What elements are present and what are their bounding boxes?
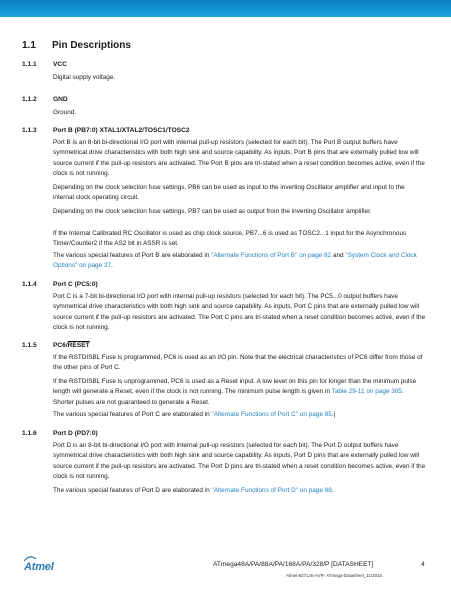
- subsection-number: 1.1.2: [22, 96, 37, 103]
- paragraph: Ground.: [53, 109, 77, 116]
- subsection-title: GND: [53, 96, 68, 103]
- subsection-number: 1.1.5: [22, 342, 37, 349]
- paragraph: Port C is a 7-bit bi-directional I/O port with internal pull-up resistors (selected for each bit). The PC5...0 output buffers have symmetrical drive characteristics with both high sink and source capability. As inputs, Port C pins that are externally pulled low will source current if the pull-up resistors are activated. The Port C pins are tri-stated when a reset condition becomes active, even if the clock is not running.: [53, 293, 426, 331]
- paragraph-text: .: [331, 487, 334, 494]
- subsection-title: Port C (PC5:0): [53, 281, 98, 288]
- link-alternate-functions-port-d[interactable]: "Alternate Functions of Port D" on page 88: [211, 487, 332, 494]
- subsection-title: Port D (PD7:0): [53, 430, 98, 437]
- paragraph: If the Internal Calibrated RC Oscillator is used as chip clock source, PB7...6 is used as TOSC2...1 input for the Asynchronous Timer/Counter2 if the AS2 bit in ASSR is set.: [53, 230, 407, 248]
- subsection-number: 1.1.4: [22, 281, 37, 288]
- paragraph: If the RSTDISBL Fuse is programmed, PC6 is used as an I/O pin. Note that the electrical characteristics of PC6 differ from those of the other pins of Port C.: [53, 354, 423, 372]
- paragraph: Port D is an 8-bit bi-directional I/O port with internal pull-up resistors (selected for each bit). The Port D output buffers have symmetrical drive characteristics with both high sink and source capability. As inputs, Port D pins that are externally pulled low will source current if the pull-up resistors are activated. The Port D pins are tri-stated when a reset condition becomes active, even if the clock is not running.: [53, 442, 426, 480]
- paragraph-text: The various special features of Port D are elaborated in: [53, 487, 212, 494]
- paragraph-text: and: [331, 252, 346, 259]
- paragraph: Digital supply voltage.: [53, 74, 116, 81]
- link-alternate-functions-port-c[interactable]: "Alternate Functions of Port C" on page 85: [211, 411, 332, 418]
- subsection-heading-vcc: [22, 61, 67, 68]
- subsection-heading-port-b: [22, 127, 190, 134]
- subsection-title: PC6/: [53, 342, 68, 349]
- subsection-number: 1.1.6: [22, 430, 37, 437]
- paragraph-text: .|: [331, 411, 336, 418]
- paragraph-text: The various special features of Port B are elaborated in: [53, 252, 212, 259]
- footer-page-number: 4: [421, 561, 425, 568]
- paragraph-text: .: [111, 262, 113, 270]
- link-table-29-11[interactable]: Table 29-11 on page 305: [331, 388, 402, 396]
- paragraph: Depending on the clock selection fuse settings, PB6 can be used as input to the inverting Oscillator amplifier and input to the internal clock operating circuit.: [53, 184, 405, 202]
- subsection-number: 1.1.1: [22, 61, 37, 68]
- link-system-clock-options[interactable]: "System Clock and Clock Options" on page 27: [53, 252, 417, 270]
- subsection-title: Port B (PB7:0) XTAL1/XTAL2/TOSC1/TOSC2: [53, 127, 190, 134]
- header-band: [0, 0, 451, 17]
- subsection-title: VCC: [53, 61, 67, 68]
- paragraph-text: . Shorter pulses are not guaranteed to generate a Reset.: [53, 388, 404, 406]
- atmel-logo: Atmel: [24, 561, 54, 573]
- subsection-heading-port-c: [22, 281, 98, 288]
- section-heading: [22, 40, 131, 51]
- footer-document-title: ATmega48A/PA/88A/PA/168A/PA/328/P [DATASHEET]: [213, 561, 374, 568]
- section-title: Pin Descriptions: [52, 40, 131, 51]
- footer-document-id: Atmel-8271JS-AVR- ATmega-Datasheet_11/2015: [286, 573, 382, 578]
- paragraph-text: If the RSTDISBL Fuse is unprogrammed, PC6 is used as a Reset input. A low level on this pin for longer than the minimum pulse length will generate a Reset, even if the clock is not running. The minimum pulse length is given in: [53, 378, 417, 396]
- paragraph: [53, 486, 426, 496]
- paragraph-text: The various special features of Port C are elaborated in: [53, 411, 212, 418]
- section-number: 1.1: [22, 40, 36, 51]
- paragraph: [53, 251, 426, 272]
- paragraph: [53, 410, 426, 420]
- subsection-heading-port-d: [22, 430, 98, 437]
- subsection-title-reset: RESET: [67, 342, 90, 349]
- paragraph: Port B is an 8-bit bi-directional I/O port with internal pull-up resistors (selected for each bit). The Port B output buffers have symmetrical drive characteristics with both high sink and source capability. As inputs, Port B pins that are externally pulled low will source current if the pull-up resistors are activated. The Port B pins are tri-stated when a reset condition becomes active, even if the clock is not running.: [53, 139, 425, 177]
- subsection-heading-gnd: [22, 96, 68, 103]
- subsection-heading-pc6-reset: [22, 342, 90, 349]
- subsection-number: 1.1.3: [22, 127, 37, 134]
- paragraph: Depending on the clock selection fuse settings, PB7 can be used as output from the inverting Oscillator amplifier.: [53, 208, 372, 215]
- paragraph: [53, 377, 426, 408]
- link-alternate-functions-port-b[interactable]: "Alternate Functions of Port B" on page 82: [211, 252, 332, 259]
